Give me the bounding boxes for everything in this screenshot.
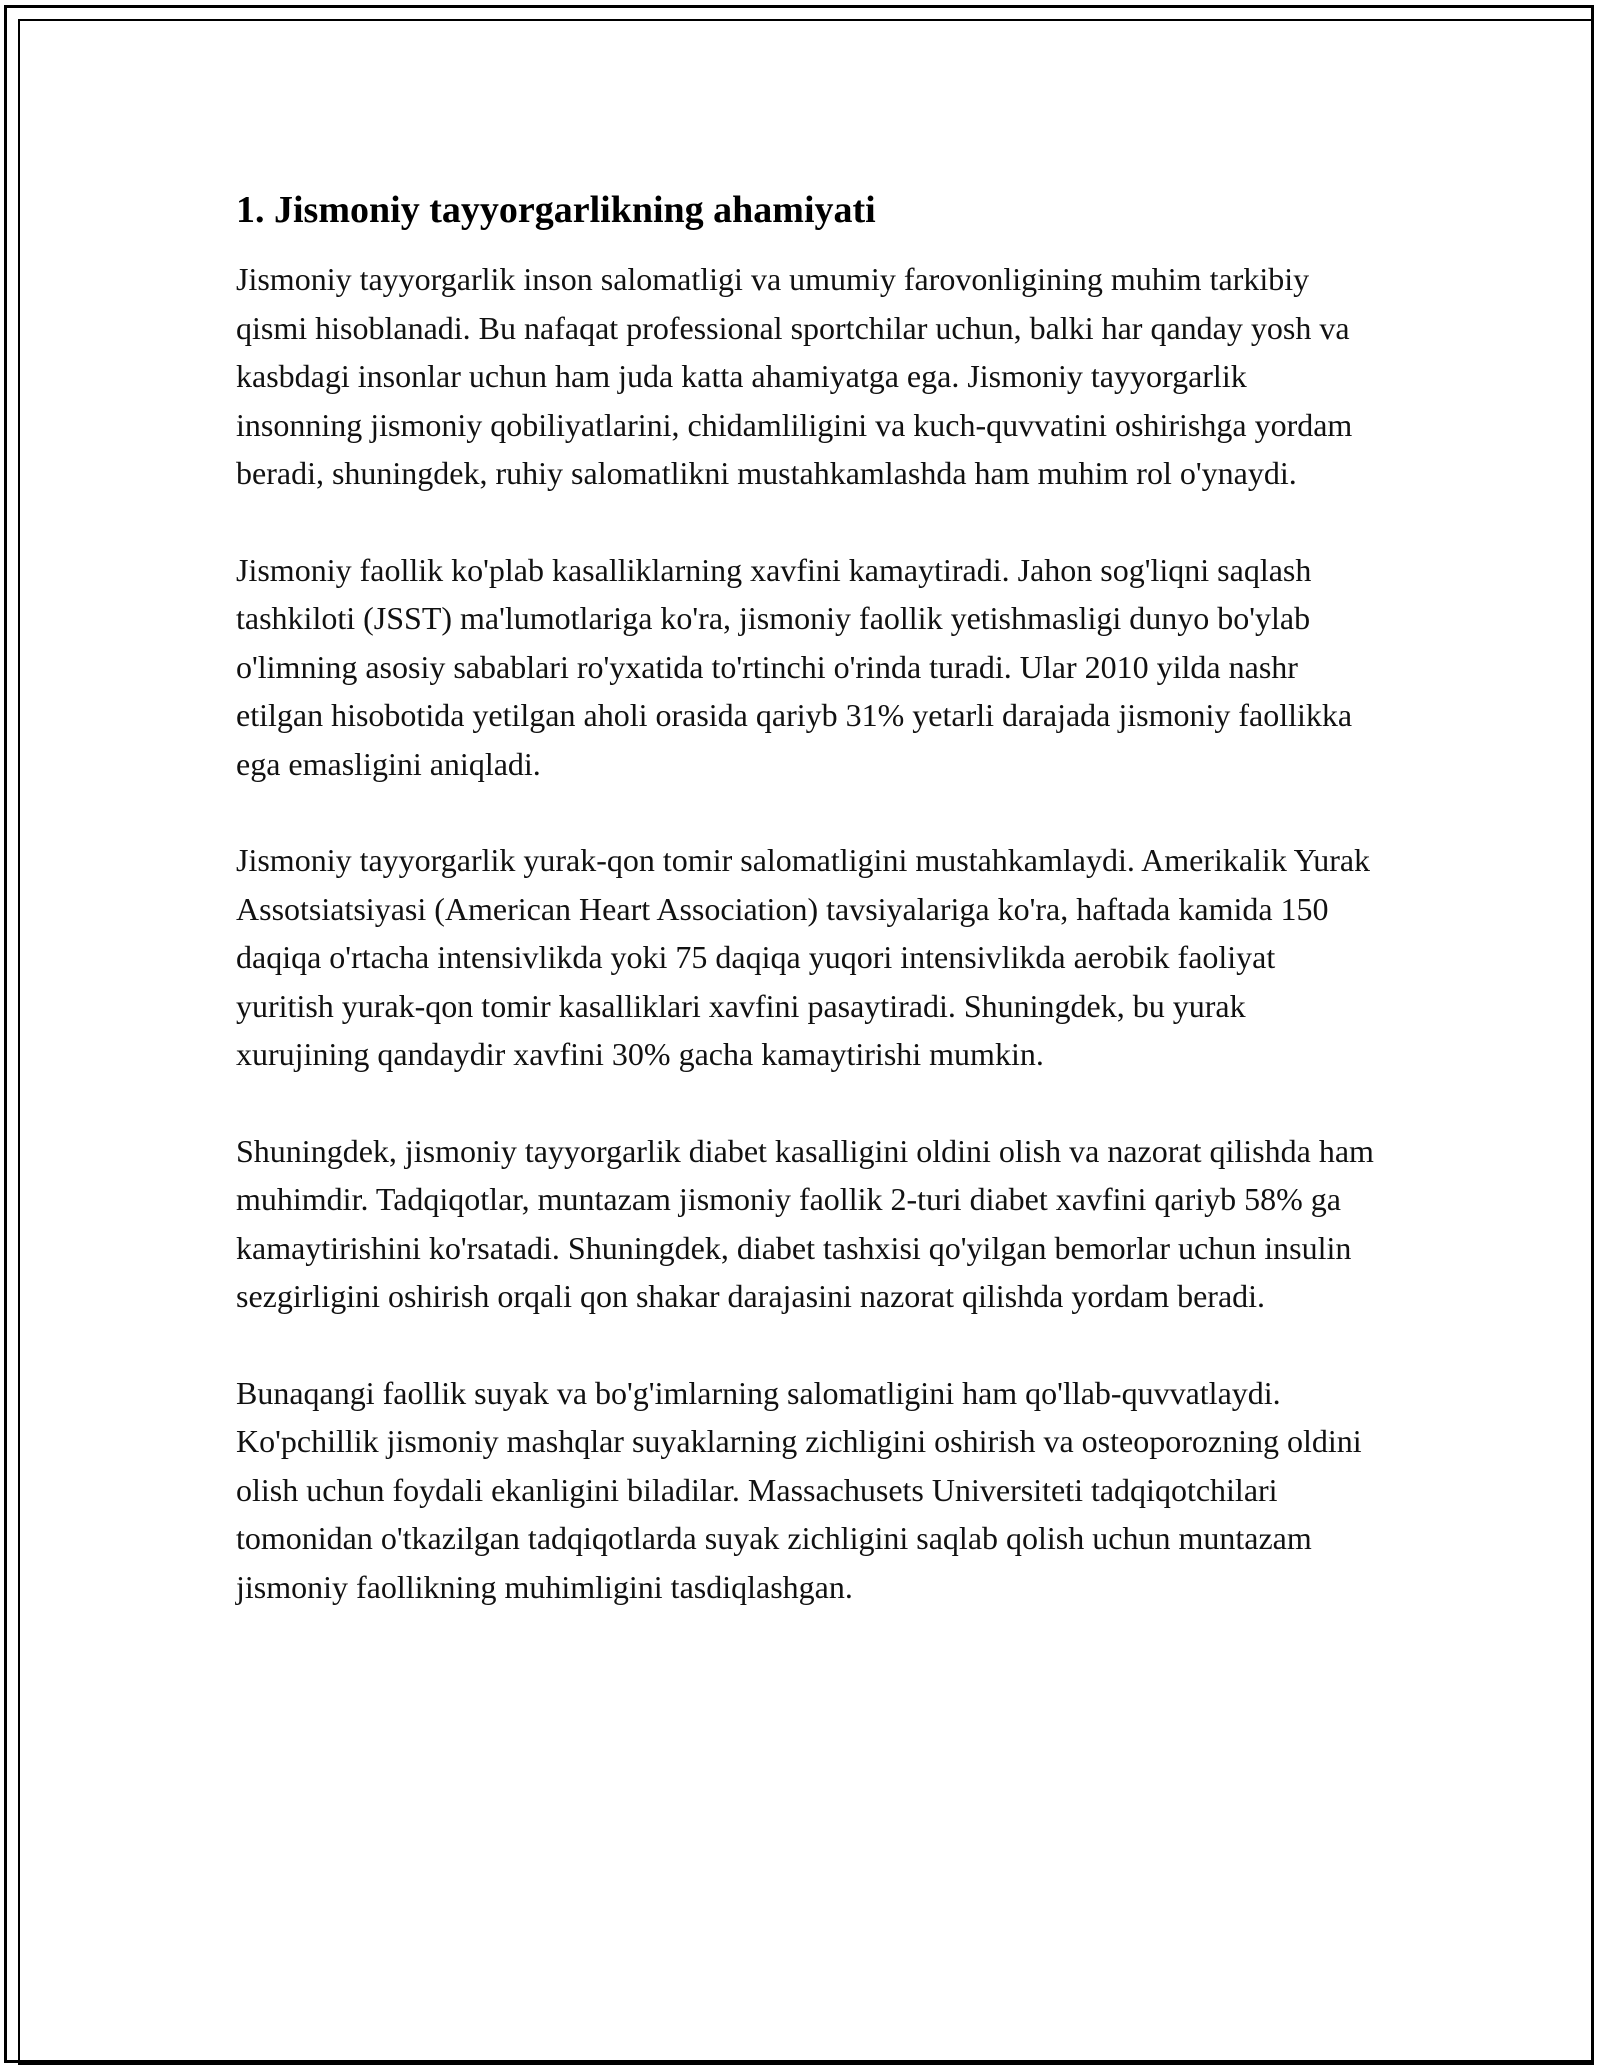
- paragraph-2: Jismoniy faollik ko'plab kasalliklarning xavfini kamaytiradi. Jahon sog'liqni saqlash tashkiloti (JSST) ma'lumotlariga ko'ra, jismoniy faollik yetishmasligi dunyo bo'ylab o'limning asosiy sabablari ro'yxatida to'rtinchi o'rinda turadi. Ular 2010 yilda nashr etilgan hisobotida yetilgan aholi orasida qariyb 31% yetarli darajada jismoniy faollikka ega emasligini aniqladi.: [236, 551, 1353, 782]
- document-body: [236, 186, 1376, 1659]
- paragraph-5: Bunaqangi faollik suyak va bo'g'imlarning salomatligini ham qo'llab-quvvatlaydi. Ko'pchillik jismoniy mashqlar suyaklarning zichligini oshirish va osteoporozning oldini olish uchun foydali ekanligini biladilar. Massachusets Universiteti tadqiqotchilari tomonidan o'tkazilgan tadqiqotlarda suyak zichligini saqlab qolish uchun muntazam jismoniy faollikning muhimligini tasdiqlashgan.: [236, 1374, 1362, 1605]
- paragraph-1: Jismoniy tayyorgarlik inson salomatligi va umumiy farovonligining muhim tarkibiy qismi hisoblanadi. Bu nafaqat professional sportchilar uchun, balki har qanday yosh va kasbdagi insonlar uchun ham juda katta ahamiyatga ega. Jismoniy tayyorgarlik insonning jismoniy qobiliyatlarini, chidamliligini va kuch-quvvatini oshirishga yordam beradi, shuningdek, ruhiy salomatlikni mustahkamlashda ham muhim rol o'ynaydi.: [236, 261, 1353, 491]
- paragraph-3: Jismoniy tayyorgarlik yurak-qon tomir salomatligini mustahkamlaydi. Amerikalik Yurak Assotsiatsiyasi (American Heart Association) tavsiyalariga ko'ra, haftada kamida 150 daqiqa o'rtacha intensivlikda yoki 75 daqiqa yuqori intensivlikda aerobik faoliyat yuritish yurak-qon tomir kasalliklari xavfini pasaytiradi. Shuningdek, bu yurak xurujining qandaydir xavfini 30% gacha kamaytirishi mumkin.: [236, 842, 1371, 1072]
- section-heading: 1. Jismoniy tayyorgarlikning ahamiyati: [236, 189, 876, 231]
- paragraph-4: Shuningdek, jismoniy tayyorgarlik diabet kasalligini oldini olish va nazorat qilishda ham muhimdir. Tadqiqotlar, muntazam jismoniy faollik 2-turi diabet xavfini qariyb 58% ga kamaytirishini ko'rsatadi. Shuningdek, diabet tashxisi qo'yilgan bemorlar uchun insulin sezgirligini oshirish orqali qon shakar darajasini nazorat qilishda yordam beradi.: [236, 1132, 1374, 1314]
